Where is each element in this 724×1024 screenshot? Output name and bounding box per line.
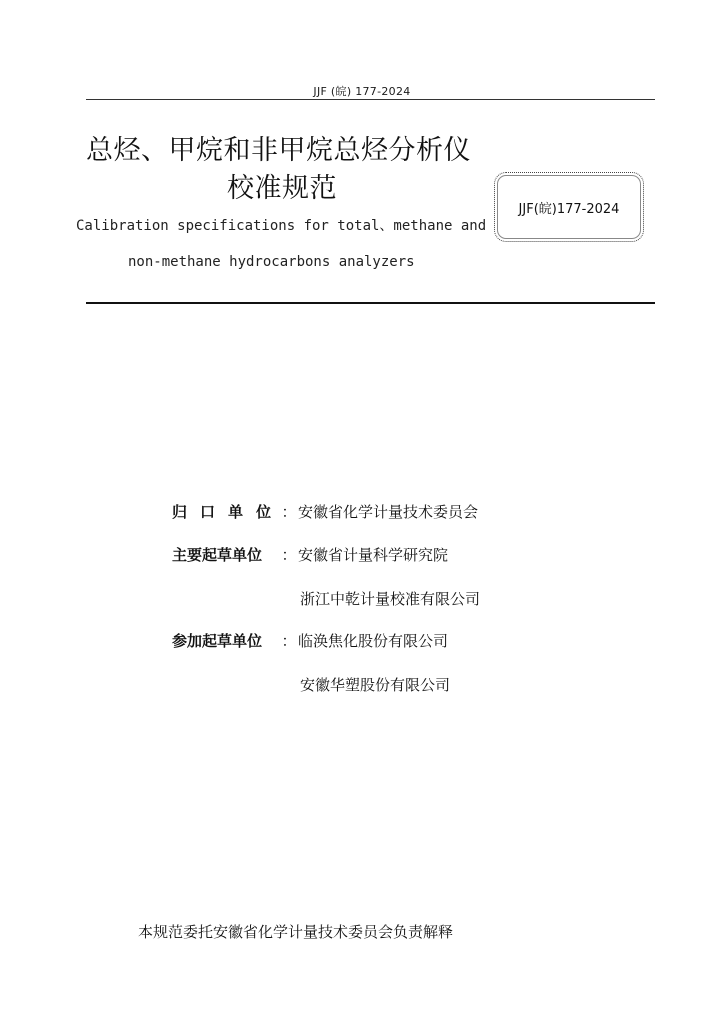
org-row-participating-drafting <box>172 630 448 651</box>
org-colon: ： <box>281 503 297 521</box>
org-colon: ： <box>281 632 297 650</box>
org-value-participating-drafting-2: 安徽华塑股份有限公司 <box>300 676 451 694</box>
standard-code-text: JJF(皖)177-2024 <box>518 201 620 217</box>
title-chinese-line1: 总烃、甲烷和非甲烷总烃分析仪 <box>86 135 471 166</box>
standard-code-box <box>494 172 644 242</box>
title-chinese <box>86 132 478 208</box>
footer-interpretation-note: 本规范委托安徽省化学计量技术委员会负责解释 <box>138 923 454 941</box>
title-chinese-line2: 校准规范 <box>227 173 337 204</box>
org-row-main-drafting <box>172 544 448 565</box>
org-value-main-drafting-2: 浙江中乾计量校准有限公司 <box>300 590 481 608</box>
org-label-centralized: 归口单位 <box>172 503 285 521</box>
title-english-line1: Calibration specifications for total、methane and <box>76 218 487 234</box>
title-divider <box>86 302 655 304</box>
org-row-centralized <box>172 501 478 522</box>
title-english-line2: non-methane hydrocarbons analyzers <box>128 254 415 270</box>
org-value-participating-drafting-1: 临涣焦化股份有限公司 <box>298 632 449 650</box>
header-rule <box>86 99 655 100</box>
org-value-main-drafting-1: 安徽省计量科学研究院 <box>298 546 449 564</box>
org-label-participating-drafting: 参加起草单位 <box>172 632 263 650</box>
org-value-centralized: 安徽省化学计量技术委员会 <box>298 503 479 521</box>
org-label-main-drafting: 主要起草单位 <box>172 546 263 564</box>
header-standard-code: JJF (皖) 177-2024 <box>313 85 411 98</box>
org-colon: ： <box>281 546 297 564</box>
